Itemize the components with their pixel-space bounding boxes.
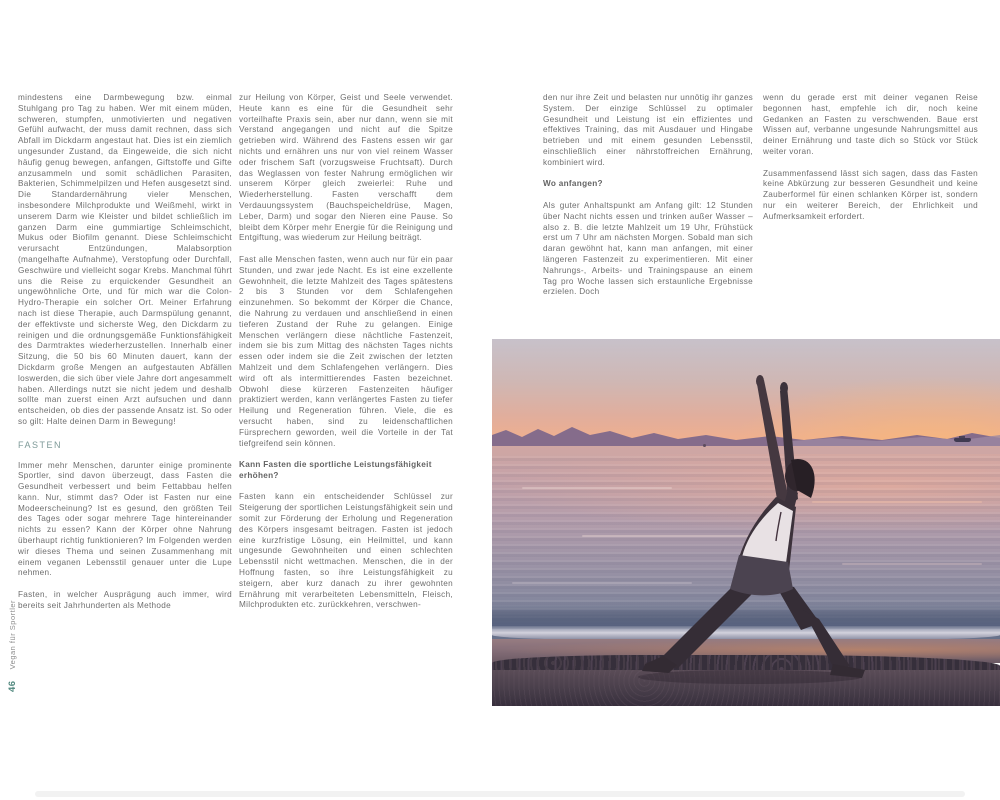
- front-shin: [803, 610, 850, 672]
- subheading-wo-anfangen: Wo anfangen?: [543, 179, 603, 189]
- paragraph: Zusammenfassend lässt sich sagen, dass das Fasten keine Abkürzung zur besseren Gesundheit und keine Zauberformel für einen schlanken Körper ist, sondern nur ein weiterer Bereich, der Ehrlichkeit und Aufmerksamkeit erfordert.: [763, 168, 978, 221]
- text-column-4: [763, 93, 978, 223]
- text-column-3: [543, 93, 753, 298]
- paragraph: mindestens eine Darmbewegung bzw. einmal Stuhlgang pro Tag zu haben. Wer mit einem müden, schweren, stumpfen, unmotivierten und negativen Gefühl aufwacht, der muss damit rechnen, dass sich Abfall im Dickdarm angestaut hat. Dies ist ein ziemlich ungesunder Zustand, da Eingeweide, die sich nicht häufig genug bewegen, anfangen, Giftstoffe und Gifte anzusammeln und somit schädlichen Parasiten, Bakterien, Schimmelpilzen und Hefen ausgesetzt sind. Die Standardernährung vieler Menschen, insbesondere Milchprodukte und Weißmehl, wirkt in unserem Darm wie Kleister und bildet schließlich im ganzen Darm eine gummiartige Schleimschicht, Mukus oder Biofilm genannt. Diese Schleimschicht verursacht Entzündungen, Malabsorption (mangelhafte Aufnahme), Verstopfung oder Durchfall, Geschwüre und vielleicht sogar Krebs. Manchmal führt uns die Reise zu erquickender Gesundheit an ungewöhnliche Orte, und für mich war die Colon-Hydro-Therapie ein solcher Ort. Meiner Erfahrung nach ist diese Therapie, auch Darmspülung genannt, der effektivste und sicherste Weg, den Dickdarm zu reinigen und die ordnungsgemäße Funktionsfähigkeit des Darmtraktes wiederherzustellen. Innerhalb einer Sitzung, die 50 bis 60 Minuten dauert, kann der Dickdarm große Mengen an aufgestauten Abfällen loswerden, die sich über viele Jahre dort angesammelt haben. Allerdings nutzt sie nicht jedem und deshalb sollte man zuerst einen Arzt aufsuchen und dann entscheiden, ob dies der passende Ansatz ist. So oder so gilt: Halte deinen Darm in Bewegung!: [18, 93, 233, 426]
- paragraph: Fasten kann ein entscheidender Schlüssel zur Steigerung der sportlichen Leistungsfähigkeit sein und somit zur Förderung der Erholung und Regeneration des Körpers insgesamt beitragen. Fasten ist jedoch eine kurzfristige Lösung, ein Heilmittel, und kann ungesunde Gewohnheiten und einen schlechten Lebensstil nicht wettmachen. Menschen, die in der Hoffnung fasten, so ihre Leistungsfähigkeit zu steigern, aber kurz danach zu ihrer gewohnten Ernährung mit verarbeiteten Lebensmitteln, Fleisch, Milchprodukten etc. zurückkehren, verschwen-: [239, 492, 453, 610]
- text-column-2: [239, 93, 453, 611]
- paragraph: Fasten, in welcher Ausprägung auch immer, wird bereits seit Jahrhunderten als Methode: [18, 590, 232, 610]
- paragraph: Als guter Anhaltspunkt am Anfang gilt: 12 Stunden über Nacht nichts essen und trinken außer Wasser – also z. B. die letzte Mahlzeit um 19 Uhr, Frühstück erst um 7 Uhr am nächsten Morgen. Sobald man sich daran gewöhnt hat, kann man anfangen, mit einer längeren Fastenzeit zu experimentieren. Mit einer Nahrungs-, Arbeits- und Trainingspause an einem Tag pro Woche lassen sich erstaunliche Ergebnisse erzielen. Doch: [543, 200, 753, 297]
- paragraph: den nur ihre Zeit und belasten nur unnötig ihr ganzes System. Der einzige Schlüssel zu optimaler Gesundheit und Leistung ist ein effizientes und effektives Training, das mit Ausdauer und Hingabe betrieben und mit einem gesunden Lebensstil, einschließlich einer nährstoffreichen Ernährung, kombiniert wird.: [543, 93, 753, 167]
- section-heading-fasten: FASTEN: [18, 439, 63, 450]
- beach-yoga-photo: [492, 339, 1000, 706]
- back-leg: [660, 585, 753, 669]
- paragraph: Immer mehr Menschen, darunter einige prominente Sportler, sind davon überzeugt, dass Fasten die Gesundheit verbessert und beim Fettabbau helfen kann. Nur, stimmt das? Oder ist Fasten nur eine Modeerscheinung? Ist es gesund, den größten Teil des Tages oder sogar mehrere Tage hintereinander nichts zu essen? Kann der Körper ohne Nahrung überhaupt richtig funktionieren? Im Folgenden werden wir dieses Thema und seinen Zusammenhang mit einem veganen Lebensstil genauer unter die Lupe nehmen.: [18, 460, 232, 578]
- hand: [780, 382, 788, 394]
- page-margin-sidebar: [7, 600, 18, 692]
- paragraph: zur Heilung von Körper, Geist und Seele verwendet. Heute kann es eine für die Gesundheit sehr vorteilhafte Praxis sein, aber nur dann, wenn sie mit Verstand angegangen und nicht auf die Spitze getrieben wird. Während des Fastens essen wir gar nichts und ernähren uns nur von viel reinem Wasser oder frischem Saft (vorzugsweise Fruchtsaft). Durch das Weglassen von fester Nahrung ermöglichen wir unserem Körper gleich zweierlei: Ruhe und Wiederherstellung. Fasten verschafft dem Verdauungssystem (Bauchspeicheldrüse, Magen, Leber, Darm) und sogar den Nieren eine Pause. So bleibt dem Körper mehr Energie für die Reinigung und Entgiftung, was wiederum zur Heilung beiträgt.: [239, 93, 453, 243]
- book-title: Vegan für Sportler: [8, 599, 17, 670]
- page-edge-shadow: [35, 791, 965, 797]
- subheading-leistungsfaehigkeit: Kann Fasten die sportliche Leistungsfähigkeit erhöhen?: [239, 460, 432, 480]
- yoga-figure-silhouette: [492, 339, 1000, 706]
- text-column-1: [18, 93, 232, 612]
- paragraph: Fast alle Menschen fasten, wenn auch nur für ein paar Stunden, und zwar jede Nacht. Es ist eine exzellente Gewohnheit, die letzte Mahlzeit des Tages spätestens 2 bis 3 Stunden vor dem Schlafengehen einzunehmen. So bekommt der Körper die Chance, die Nahrung zu verdauen und anschließend in einen tieferen Zustand der Ruhe zu gelangen. Einige Menschen verlängern diese nächtliche Fastenzeit, indem sie bis zum Mittag des nächsten Tages nichts essen oder indem sie die Zeit zwischen der letzten Mahlzeit und dem Schlafengehen verlängern. Dies wird oft als intermittierendes Fasten bezeichnet. Obwohl diese kürzeren Fastenzeiten häufiger praktiziert werden, kann verlängertes Fasten zu tiefer Heilung und Regeneration führen. Viele, die es versucht haben, sind zu leidenschaftlichen Fürsprechern geworden, weil die Vorteile in der Tat tiefgreifend sein können.: [239, 254, 453, 448]
- hand: [756, 375, 764, 387]
- page-number: 46: [7, 680, 18, 692]
- paragraph: wenn du gerade erst mit deiner veganen Reise begonnen hast, empfehle ich dir, noch keine Gedanken an Fasten zu verschwenden. Baue erst Wissen auf, verbanne ungesunde Nahrungsmittel aus deiner Ernährung und taste dich so Stück vor Stück weiter voran.: [763, 93, 978, 156]
- figure-ground-shadow: [638, 670, 862, 684]
